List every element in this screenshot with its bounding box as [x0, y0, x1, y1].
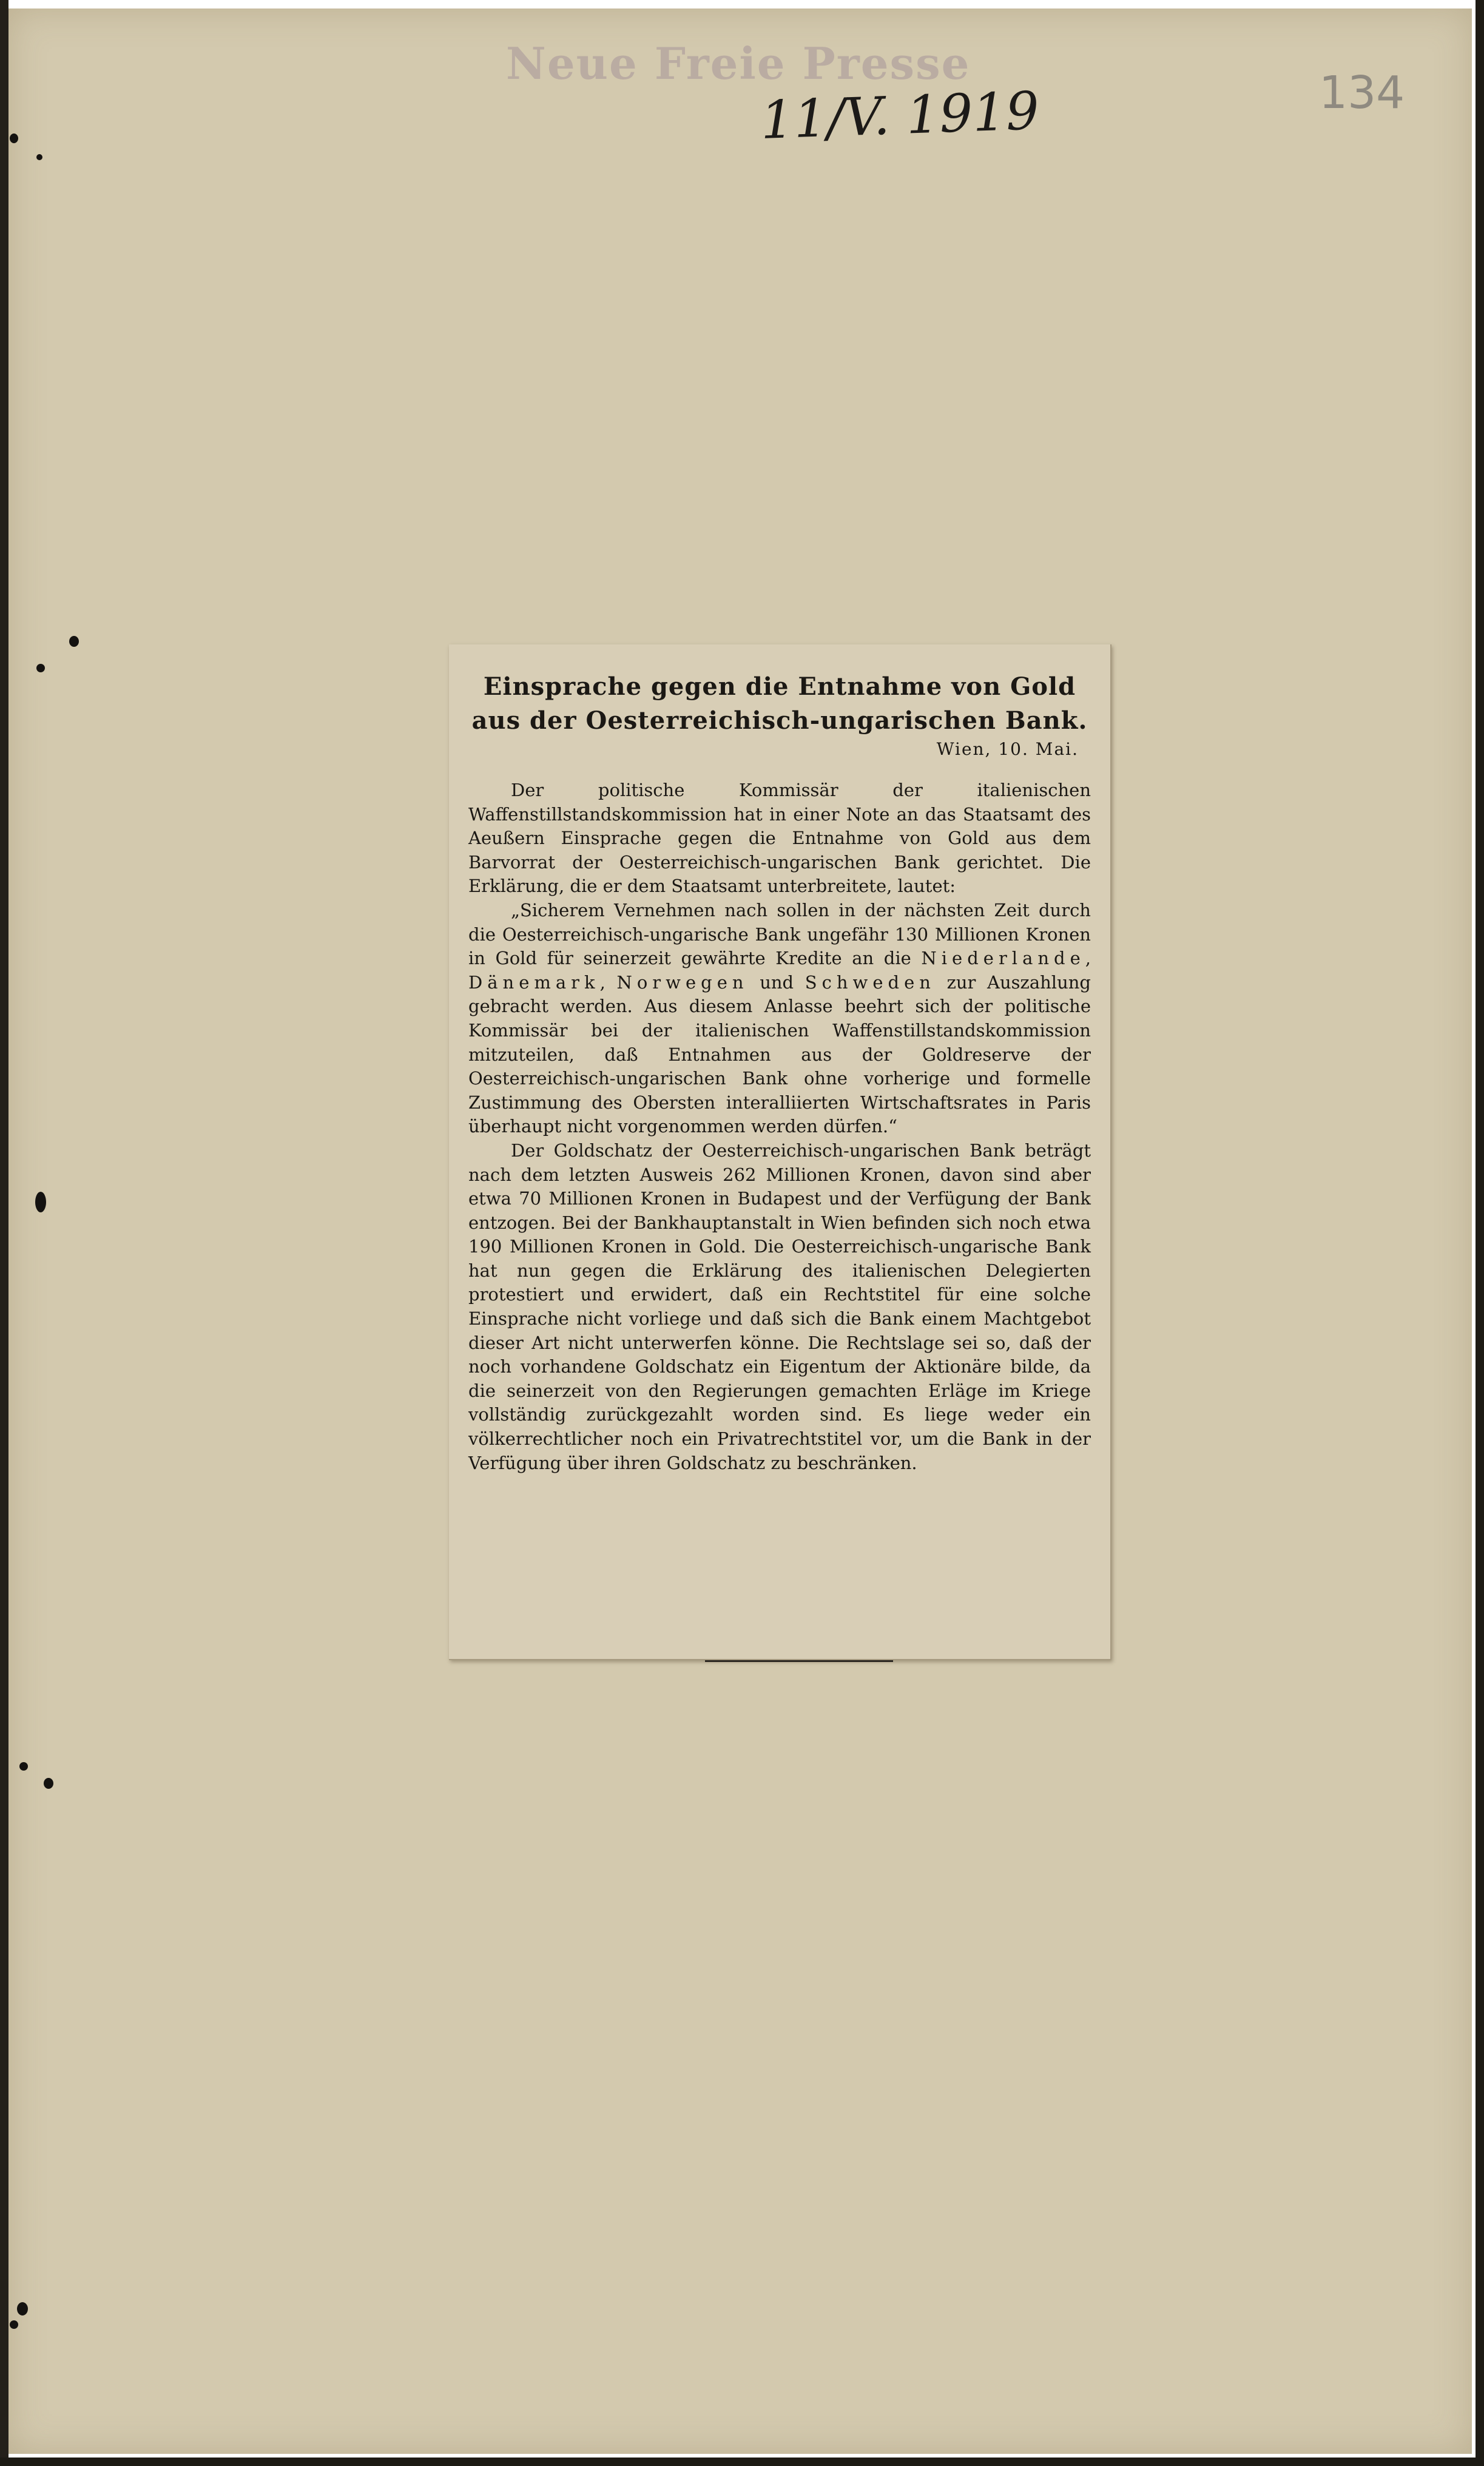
separator-3: und — [748, 971, 805, 993]
scan-border-left — [0, 0, 8, 2466]
punch-hole-2 — [36, 154, 42, 160]
punch-hole-3 — [69, 636, 79, 647]
article-body — [468, 779, 1091, 1475]
article-dateline: Wien, 10. Mai. — [936, 739, 1079, 759]
archive-sheet — [8, 8, 1472, 2454]
country-sweden: Schweden — [804, 971, 936, 993]
paragraph-3: Der Goldschatz der Oesterreichisch-ungarischen Bank beträgt nach dem letzten Ausweis 262 Millionen Kronen, davon sind aber etwa 70 Millionen Kronen in Budapest und der Verfügung der Bank entzogen. Bei der Bankhauptanstalt in Wien befinden sich noch etwa 190 Millionen Kronen in Gold. Die Oesterreichisch-ungarische Bank hat nun gegen die Erklärung des italienischen Delegierten protestiert und erwidert, daß ein Rechtstitel für eine solche Einsprache nicht vorliege und daß sich die Bank einem Machtgebot dieser Art nicht unterwerfen könne. Die Rechtslage sei so, daß der noch vorhandene Goldschatz ein Eigentum der Aktionäre bilde, da die seinerzeit von den Regierungen gemachten Erläge im Kriege vollständig zurückgezahlt worden sind. Es liege weder ein völkerrechtlicher noch ein Privatrechtstitel vor, um die Bank in der Verfügung über ihren Goldschatz zu beschränken. — [468, 1140, 1091, 1473]
punch-hole-4 — [36, 664, 45, 672]
paragraph-2-part-a: „Sicherem Vernehmen nach sollen in der nächsten Zeit durch die Oesterreichisch-ungarische Bank ungefähr 130 Millionen Kronen in Gold für seinerzeit gewährte Kredite an die — [468, 899, 1091, 969]
punch-hole-1 — [10, 133, 18, 143]
headline-line-2: aus der Oesterreichisch-ungarischen Bank. — [471, 706, 1088, 735]
punch-hole-5 — [35, 1192, 46, 1212]
paragraph-2 — [468, 899, 1091, 1139]
folio-number: 134 — [1319, 67, 1405, 119]
punch-hole-6 — [19, 1762, 28, 1771]
article — [468, 658, 1091, 1641]
country-norway: Norwegen — [616, 971, 749, 993]
scan-border-right — [1476, 0, 1484, 2466]
headline-line-1: Einsprache gegen die Entnahme von Gold — [483, 672, 1076, 701]
country-netherlands: Niederlande — [921, 948, 1085, 969]
paragraph-1: Der politische Kommissär der italienischen Waffenstillstandskommission hat in einer Note an das Staatsamt des Aeußern Einsprache gegen die Entnahme von Gold aus dem Barvorrat der Oesterreichisch-ungarischen Bank gerichtet. Die Erklärung, die er dem Staatsamt unterbreitete, lautet: — [468, 780, 1091, 897]
separator-1: , — [1085, 948, 1091, 969]
handwritten-date: 11/V. 1919 — [760, 80, 1040, 151]
punch-hole-8 — [17, 2302, 28, 2316]
paragraph-2-part-b: zur Auszahlung gebracht werden. Aus diesem Anlasse beehrt sich der politische Kommissär bei der italienischen Waffenstillstandskommission mitzuteilen, daß Entnahmen aus der Goldreserve der Oesterreichisch-ungarischen Bank ohne vorherige und formelle Zustimmung des Obersten interalliierten Wirtschaftsrates in Paris überhaupt nicht vorgenommen werden dürfen.“ — [468, 971, 1091, 1137]
separator-2: , — [599, 971, 617, 993]
punch-hole-9 — [10, 2320, 18, 2329]
punch-hole-7 — [44, 1778, 53, 1789]
scan-border-bottom — [0, 2458, 1484, 2466]
country-denmark: Dänemark — [468, 971, 600, 993]
end-rule — [705, 1660, 893, 1662]
newspaper-clipping — [449, 644, 1111, 1660]
publication-stamp: Neue Freie Presse — [506, 38, 971, 89]
article-headline — [468, 670, 1091, 738]
